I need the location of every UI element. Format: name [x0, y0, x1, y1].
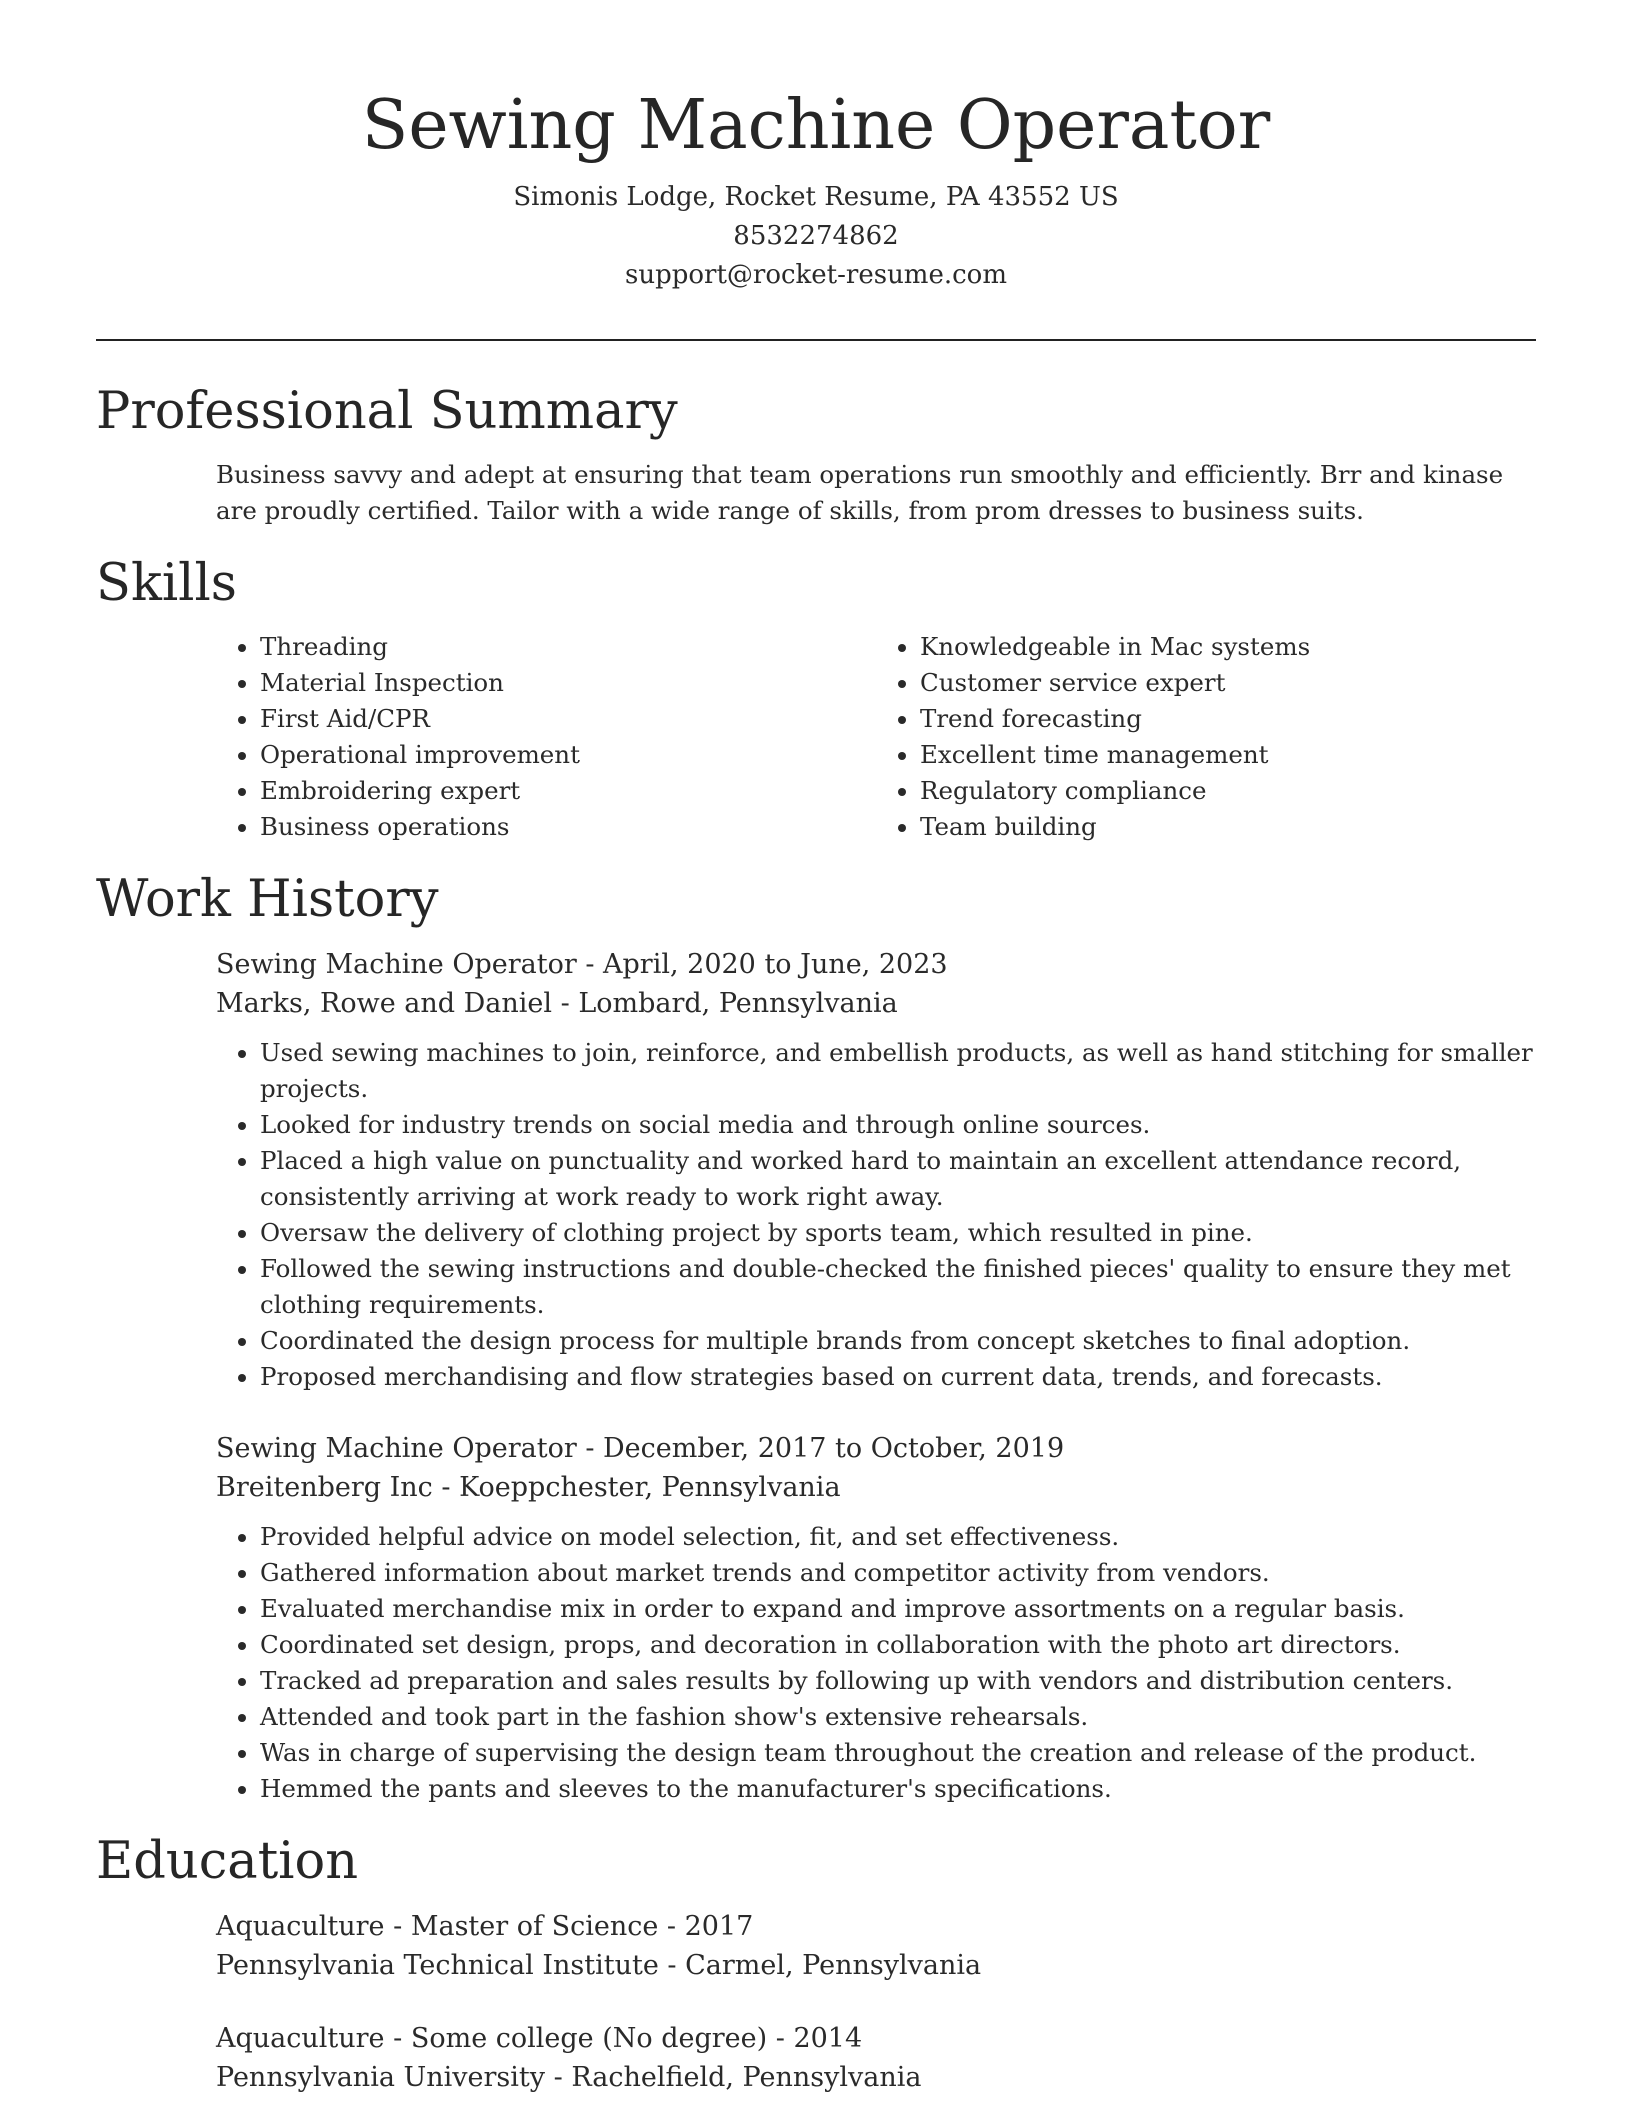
skill-item: • Material Inspection	[260, 665, 876, 701]
skill-item: • Team building	[920, 809, 1536, 845]
job-duty: • Was in charge of supervising the design team throughout the creation and release of the product.	[260, 1735, 1536, 1771]
summary-section	[96, 381, 1536, 529]
skill-item: • Operational improvement	[260, 737, 876, 773]
job-duty: • Gathered information about market trends and competitor activity from vendors.	[260, 1555, 1536, 1591]
education-school-line	[216, 1946, 1536, 1985]
job-title-line	[216, 1429, 1536, 1468]
education-entry	[216, 1907, 1536, 1985]
education-school: Pennsylvania Technical Institute	[216, 1950, 659, 1981]
resume-header	[0, 0, 1632, 295]
job-duty: • Looked for industry trends on social media and through online sources.	[260, 1107, 1536, 1143]
job-duty: • Tracked ad preparation and sales results by following up with vendors and distribution centers.	[260, 1663, 1536, 1699]
job-company: Marks, Rowe and Daniel	[216, 988, 553, 1019]
education-degree: - Some college (No degree) - 2014	[384, 2023, 863, 2054]
job-dates: - April, 2020 to June, 2023	[576, 949, 948, 980]
contact-info	[0, 178, 1632, 295]
job-entry	[216, 1429, 1536, 1807]
skills-heading: Skills	[96, 554, 237, 613]
skill-item: • First Aid/CPR	[260, 701, 876, 737]
job-duty: • Evaluated merchandise mix in order to expand and improve assortments on a regular basis.	[260, 1591, 1536, 1627]
job-duties	[216, 1519, 1536, 1807]
skill-item: • Excellent time management	[920, 737, 1536, 773]
header-divider	[96, 339, 1536, 341]
work-history-section	[96, 869, 1536, 1807]
skills-list	[216, 629, 1536, 845]
job-title: Sewing Machine Operator	[216, 1433, 577, 1464]
skill-item: • Embroidering expert	[260, 773, 876, 809]
job-dates: - December, 2017 to October, 2019	[576, 1433, 1065, 1464]
skills-column-left	[216, 629, 876, 845]
education-section	[96, 1831, 1536, 2097]
job-entry	[216, 945, 1536, 1395]
job-duty: • Attended and took part in the fashion show's extensive rehearsals.	[260, 1699, 1536, 1735]
skills-section	[96, 553, 1536, 845]
education-location: - Carmel, Pennsylvania	[658, 1950, 982, 1981]
skill-item: • Business operations	[260, 809, 876, 845]
education-school: Pennsylvania University	[216, 2062, 546, 2093]
job-duty: • Coordinated the design process for multiple brands from concept sketches to final adoption.	[260, 1323, 1536, 1359]
job-duty: • Hemmed the pants and sleeves to the manufacturer's specifications.	[260, 1771, 1536, 1807]
work-history-heading: Work History	[96, 870, 439, 929]
job-duty: • Used sewing machines to join, reinforce, and embellish products, as well as hand stitching for smaller projects.	[260, 1035, 1536, 1107]
job-duty: • Placed a high value on punctuality and worked hard to maintain an excellent attendance record, consistently arriving at work ready to work right away.	[260, 1143, 1536, 1215]
job-location: - Lombard, Pennsylvania	[552, 988, 898, 1019]
education-degree-line	[216, 1907, 1536, 1946]
job-duty: • Oversaw the delivery of clothing project by sports team, which resulted in pine.	[260, 1215, 1536, 1251]
education-heading: Education	[96, 1832, 359, 1891]
candidate-title: Sewing Machine Operator	[361, 86, 1271, 165]
job-duty: • Proposed merchandising and flow strategies based on current data, trends, and forecasts.	[260, 1359, 1536, 1395]
education-school-line	[216, 2058, 1536, 2097]
job-title: Sewing Machine Operator	[216, 949, 577, 980]
summary-heading: Professional Summary	[96, 382, 678, 441]
job-duties	[216, 1035, 1536, 1395]
skills-column-right	[876, 629, 1536, 845]
job-duty: • Coordinated set design, props, and decoration in collaboration with the photo art directors.	[260, 1627, 1536, 1663]
job-duty: • Provided helpful advice on model selection, fit, and set effectiveness.	[260, 1519, 1536, 1555]
skill-item: • Regulatory compliance	[920, 773, 1536, 809]
job-duty: • Followed the sewing instructions and double-checked the finished pieces' quality to ensure they met clothing requirements.	[260, 1251, 1536, 1323]
education-field: Aquaculture	[216, 2023, 385, 2054]
skill-item: • Knowledgeable in Mac systems	[920, 629, 1536, 665]
job-title-line	[216, 945, 1536, 984]
education-degree-line	[216, 2019, 1536, 2058]
education-field: Aquaculture	[216, 1911, 385, 1942]
education-entry	[216, 2019, 1536, 2097]
education-location: - Rachelfield, Pennsylvania	[545, 2062, 922, 2093]
skill-item: • Customer service expert	[920, 665, 1536, 701]
summary-text: Business savvy and adept at ensuring that team operations run smoothly and efficiently. Brr and kinase are proudly certified. Tailor with a wide range of skills, from prom dresses to business suits.	[216, 460, 1504, 525]
job-location: - Koeppchester, Pennsylvania	[432, 1472, 841, 1503]
job-company-line	[216, 984, 1536, 1023]
contact-email: support@rocket-resume.com	[624, 260, 1007, 290]
skill-item: • Threading	[260, 629, 876, 665]
job-company: Breitenberg Inc	[216, 1472, 433, 1503]
education-degree: - Master of Science - 2017	[384, 1911, 754, 1942]
contact-address: Simonis Lodge, Rocket Resume, PA 43552 US	[513, 182, 1119, 212]
skill-item: • Trend forecasting	[920, 701, 1536, 737]
contact-phone: 8532274862	[733, 221, 899, 251]
job-company-line	[216, 1468, 1536, 1507]
